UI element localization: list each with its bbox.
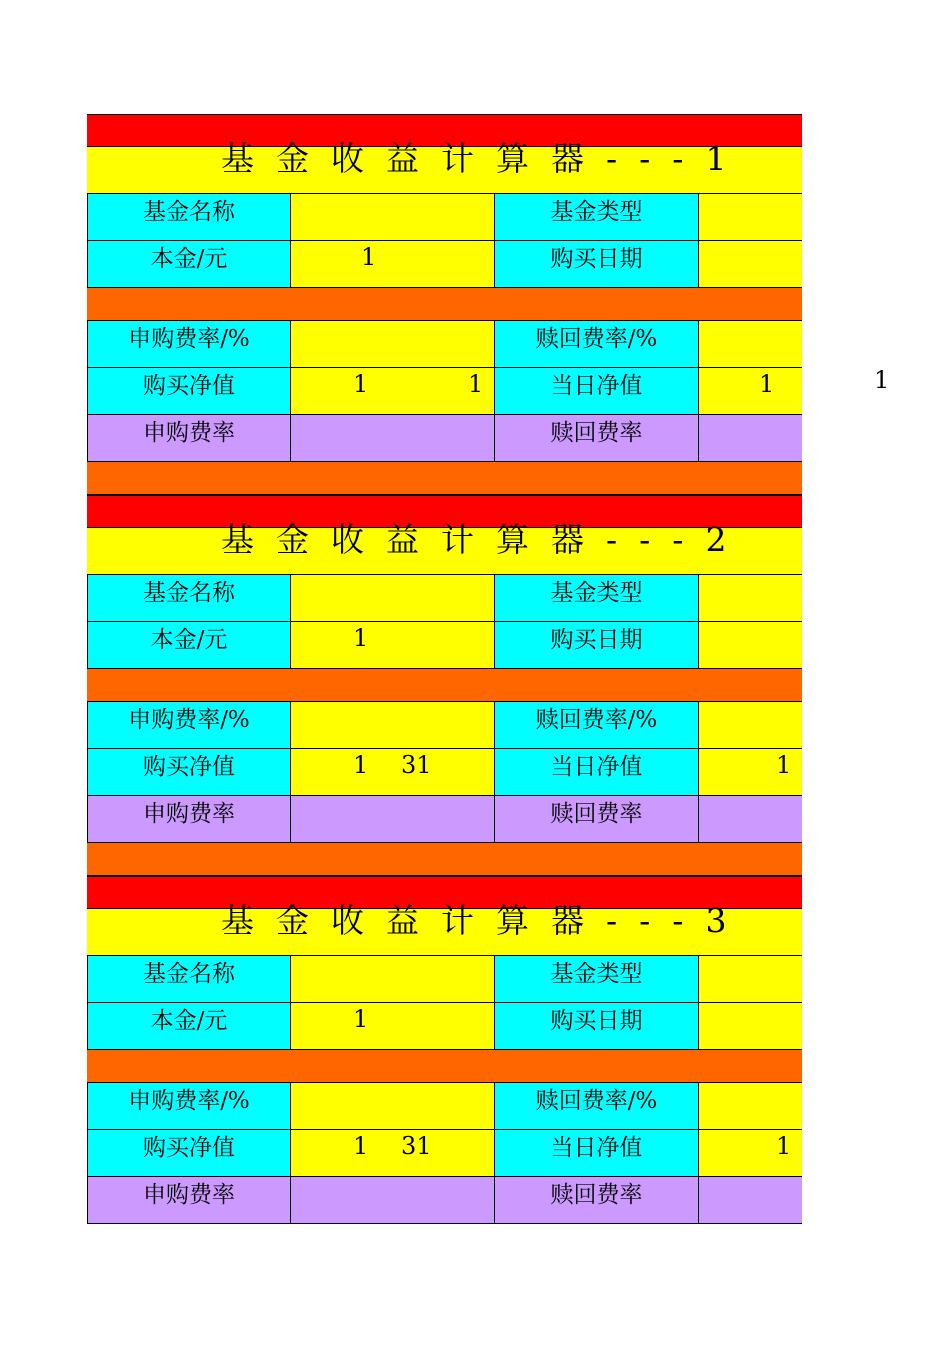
block-title: 基金收益计算器---1 [221, 139, 749, 178]
current-nav-input[interactable] [699, 368, 802, 414]
principal-value: 1 [353, 624, 369, 652]
buy-nav-label: 购买净值 [87, 368, 291, 414]
fund-type-input[interactable] [699, 575, 802, 621]
buy-date-label: 购买日期 [495, 1003, 699, 1049]
buy-nav-label: 购买净值 [87, 749, 291, 795]
table-row [87, 1177, 802, 1224]
current-nav-label: 当日净值 [495, 1130, 699, 1176]
buy-date-input[interactable] [699, 622, 802, 668]
buy-nav-value: 1 [353, 751, 369, 779]
principal-value: 1 [361, 243, 377, 271]
table-row [87, 194, 802, 241]
current-nav-label: 当日净值 [495, 368, 699, 414]
buy-nav-input[interactable] [291, 368, 495, 414]
redeem-rate-pct-input[interactable] [699, 1083, 802, 1129]
buy-date-label: 购买日期 [495, 241, 699, 287]
sub-rate-pct-label: 申购费率/% [87, 702, 291, 748]
block-title: 基金收益计算器---2 [221, 520, 749, 559]
separator-band [87, 669, 802, 702]
principal-input[interactable] [291, 622, 495, 668]
buy-nav-extra-value: 1 [468, 370, 484, 398]
sub-rate-output [291, 1177, 495, 1223]
current-nav-label: 当日净值 [495, 749, 699, 795]
fund-type-label: 基金类型 [495, 956, 699, 1002]
spreadsheet [87, 114, 802, 1224]
buy-date-label: 购买日期 [495, 622, 699, 668]
title-row [87, 520, 802, 575]
table-row [87, 415, 802, 462]
table-row [87, 1083, 802, 1130]
calculator-block-1 [87, 114, 802, 495]
buy-nav-value: 1 [353, 370, 369, 398]
redeem-rate-label: 赎回费率 [495, 796, 699, 842]
calculator-block-3 [87, 876, 802, 1224]
redeem-rate-pct-label: 赎回费率/% [495, 702, 699, 748]
current-nav-value: 1 [759, 370, 775, 398]
principal-value: 1 [353, 1005, 369, 1033]
buy-nav-input[interactable] [291, 749, 495, 795]
principal-input[interactable] [291, 1003, 495, 1049]
buy-nav-extra-value: 31 [401, 1132, 432, 1160]
principal-label: 本金/元 [87, 241, 291, 287]
redeem-rate-pct-label: 赎回费率/% [495, 1083, 699, 1129]
redeem-rate-pct-label: 赎回费率/% [495, 321, 699, 367]
current-nav-input[interactable] [699, 749, 802, 795]
sub-rate-label: 申购费率 [87, 796, 291, 842]
buy-nav-label: 购买净值 [87, 1130, 291, 1176]
sub-rate-pct-input[interactable] [291, 1083, 495, 1129]
fund-name-label: 基金名称 [87, 194, 291, 240]
sub-rate-pct-input[interactable] [291, 702, 495, 748]
table-row [87, 702, 802, 749]
buy-date-input[interactable] [699, 1003, 802, 1049]
sub-rate-label: 申购费率 [87, 415, 291, 461]
title-row [87, 901, 802, 956]
buy-nav-value: 1 [353, 1132, 369, 1160]
fund-name-input[interactable] [291, 575, 495, 621]
redeem-rate-output [699, 415, 802, 461]
overflow-cell-value: 1 [874, 366, 890, 394]
separator-band [87, 1050, 802, 1083]
sub-rate-output [291, 796, 495, 842]
principal-label: 本金/元 [87, 622, 291, 668]
table-row [87, 241, 802, 288]
sub-rate-pct-label: 申购费率/% [87, 1083, 291, 1129]
buy-date-input[interactable] [699, 241, 802, 287]
redeem-rate-output [699, 1177, 802, 1223]
redeem-rate-label: 赎回费率 [495, 1177, 699, 1223]
title-row [87, 139, 802, 194]
current-nav-input[interactable] [699, 1130, 802, 1176]
fund-type-label: 基金类型 [495, 575, 699, 621]
sub-rate-pct-label: 申购费率/% [87, 321, 291, 367]
buy-nav-input[interactable] [291, 1130, 495, 1176]
fund-name-input[interactable] [291, 194, 495, 240]
table-row [87, 1130, 802, 1177]
principal-label: 本金/元 [87, 1003, 291, 1049]
current-nav-value: 1 [776, 751, 792, 779]
table-row [87, 1003, 802, 1050]
fund-type-input[interactable] [699, 194, 802, 240]
redeem-rate-pct-input[interactable] [699, 702, 802, 748]
fund-name-label: 基金名称 [87, 956, 291, 1002]
redeem-rate-output [699, 796, 802, 842]
fund-name-input[interactable] [291, 956, 495, 1002]
block-title: 基金收益计算器---3 [221, 901, 749, 940]
table-row [87, 321, 802, 368]
redeem-rate-label: 赎回费率 [495, 415, 699, 461]
table-row [87, 796, 802, 843]
sub-rate-label: 申购费率 [87, 1177, 291, 1223]
calculator-block-2 [87, 495, 802, 876]
fund-type-label: 基金类型 [495, 194, 699, 240]
table-row [87, 956, 802, 1003]
table-row [87, 749, 802, 796]
redeem-rate-pct-input[interactable] [699, 321, 802, 367]
fund-type-input[interactable] [699, 956, 802, 1002]
table-row [87, 368, 802, 415]
table-row [87, 622, 802, 669]
separator-band [87, 462, 802, 495]
fund-name-label: 基金名称 [87, 575, 291, 621]
separator-band [87, 843, 802, 876]
principal-input[interactable] [291, 241, 495, 287]
buy-nav-extra-value: 31 [401, 751, 432, 779]
sub-rate-pct-input[interactable] [291, 321, 495, 367]
current-nav-value: 1 [776, 1132, 792, 1160]
sub-rate-output [291, 415, 495, 461]
separator-band [87, 288, 802, 321]
table-row [87, 575, 802, 622]
